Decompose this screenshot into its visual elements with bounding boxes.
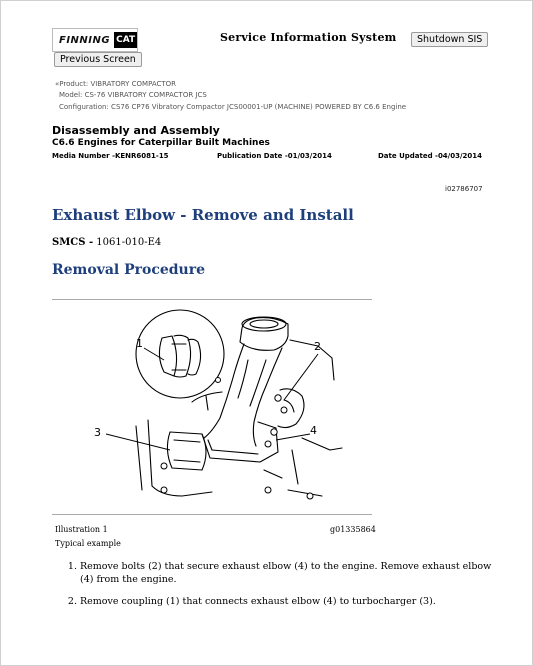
procedure-step: 1. Remove bolts (2) that secure exhaust elbow (4) to the engine. Remove exhaust elbow (4) from the engine. [80,561,500,586]
shutdown-sis-button[interactable]: Shutdown SIS [411,32,488,47]
exhaust-elbow-illustration [52,300,372,514]
publication-date: Publication Date -01/03/2014 [217,152,332,160]
finning-cat-logo [52,28,138,52]
configuration-line: Configuration: CS76 CP76 Vibratory Compactor JCS00001-UP (MACHINE) POWERED BY C6.6 Engine [59,103,407,111]
illustration-id: g01335864 [330,525,376,534]
illustration-label: Illustration 1 [55,525,108,534]
document-id: i02786707 [445,185,483,193]
procedure-step: 2. Remove coupling (1) that connects exhaust elbow (4) to turbocharger (3). [80,596,500,609]
logo-text: FINNING [59,34,111,46]
system-title: Service Information System [220,31,397,44]
procedure-title: Removal Procedure [52,262,206,278]
smcs-code [52,237,161,248]
callout-2: 2 [314,340,321,353]
section-subtitle: C6.6 Engines for Caterpillar Built Machines [52,138,270,148]
page-title: Exhaust Elbow - Remove and Install [52,206,354,224]
model-line: Model: CS-76 VIBRATORY COMPACTOR JCS [59,91,207,99]
section-title: Disassembly and Assembly [52,124,220,137]
media-number: Media Number -KENR6081-15 [52,152,169,160]
logo-cat-badge: CAT [114,32,137,48]
procedure-steps [64,561,500,619]
illustration-caption: Typical example [55,539,121,548]
callout-1: 1 [136,337,143,350]
callout-3: 3 [94,426,101,439]
smcs-value: 1061-010-E4 [93,237,162,248]
product-line[interactable]: «Product: VIBRATORY COMPACTOR [55,80,177,88]
illustration-bottom-rule [52,514,372,515]
callout-4: 4 [310,424,317,437]
date-updated: Date Updated -04/03/2014 [378,152,483,160]
previous-screen-button[interactable]: Previous Screen [54,52,142,67]
smcs-label: SMCS - [52,237,94,248]
